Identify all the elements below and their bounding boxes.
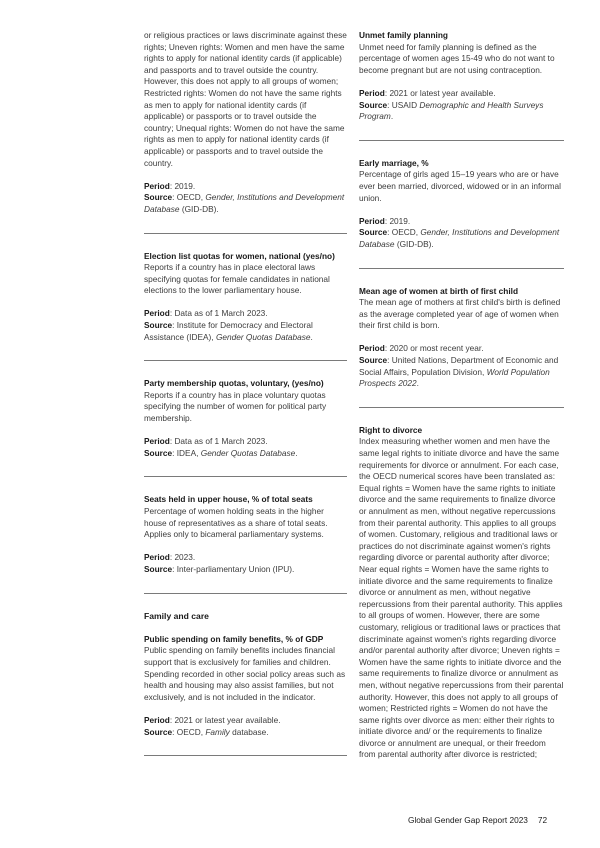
divider bbox=[359, 140, 564, 141]
marriage-source: Source: OECD, Gender, Institutions and Development Database (GID-DB). bbox=[359, 227, 560, 249]
seats-period: Period: 2023. bbox=[144, 552, 196, 563]
divider bbox=[144, 233, 347, 234]
spending-title: Public spending on family benefits, % of GDP bbox=[144, 633, 324, 644]
party-title: Party membership quotas, voluntary, (yes/no) bbox=[144, 378, 324, 389]
election-desc: Reports if a country has in place electoral laws specifying quotas for female candidates in national elections to the lower parliamentary house. bbox=[144, 262, 330, 296]
page-footer bbox=[408, 815, 568, 825]
page-number: 72 bbox=[537, 815, 548, 825]
mean-age-source: Source: United Nations, Department of Economic and Social Affairs, Population Division, World Population Prospects 2022. bbox=[359, 355, 559, 389]
marriage-period: Period: 2019. bbox=[359, 215, 411, 226]
divorce-title: Right to divorce bbox=[359, 424, 423, 435]
unmet-source: Source: USAID Demographic and Health Surveys Program. bbox=[359, 99, 544, 122]
marriage-title: Early marriage, % bbox=[359, 157, 429, 168]
spending-source: Source: OECD, Family database. bbox=[144, 726, 269, 737]
intro-text: or religious practices or laws discriminate against these rights; Uneven rights: Women and men have the same rights to apply for national identity cards (if applicable) and passports and to travel outside the country. However, this does not apply to all groups of women; Restricted rights: Women do not have the same rights as men to apply for national identity cards (if applicable) or passports or to travel outside the country; Unequal rights: Women do not have the same rights as men to apply for national identity cards (if applicable) or passports and to travel outside the country. bbox=[144, 30, 347, 168]
divider bbox=[144, 476, 347, 477]
seats-title: Seats held in upper house, % of total seats bbox=[144, 494, 313, 505]
divider bbox=[359, 268, 564, 269]
election-period: Period: Data as of 1 March 2023. bbox=[144, 308, 268, 319]
divider bbox=[144, 755, 347, 756]
family-heading: Family and care bbox=[144, 610, 209, 621]
spending-period: Period: 2021 or latest year available. bbox=[144, 714, 281, 725]
right-column bbox=[359, 30, 564, 761]
election-source: Source: Institute for Democracy and Electoral Assistance (IDEA), Gender Quotas Database. bbox=[144, 320, 313, 342]
unmet-period: Period: 2021 or latest year available. bbox=[359, 87, 496, 98]
seats-source: Source: Inter-parliamentary Union (IPU). bbox=[144, 563, 295, 574]
intro-source: Source: OECD, Gender, Institutions and Development Database (GID-DB). bbox=[144, 192, 345, 214]
divider bbox=[359, 407, 564, 408]
report-title: Global Gender Gap Report 2023 bbox=[408, 815, 528, 825]
divider bbox=[144, 360, 347, 361]
divider bbox=[144, 593, 347, 594]
election-title: Election list quotas for women, national (yes/no) bbox=[144, 250, 335, 261]
left-column bbox=[144, 30, 347, 773]
marriage-desc: Percentage of girls aged 15–19 years who are or have ever been married, divorced, widowed or in an informal union. bbox=[359, 169, 561, 203]
party-period: Period: Data as of 1 March 2023. bbox=[144, 436, 268, 447]
unmet-title: Unmet family planning bbox=[359, 30, 448, 40]
mean-age-period: Period: 2020 or most recent year. bbox=[359, 343, 484, 354]
party-source: Source: IDEA, Gender Quotas Database. bbox=[144, 447, 298, 458]
mean-age-desc: The mean age of mothers at first child's birth is defined as the average completed year of age of women when their first child is born. bbox=[359, 297, 561, 331]
mean-age-title: Mean age of women at birth of first child bbox=[359, 285, 519, 296]
intro-period: Period: 2019. bbox=[144, 180, 196, 191]
spending-desc: Public spending on family benefits includes financial support that is exclusively for families and children. Spending recorded in other social policy areas such as health and housing may also assist families, but not exclusively, and is not included in the indicator. bbox=[144, 645, 346, 702]
seats-desc: Percentage of women holding seats in the higher house of representatives as a share of total seats. Applies only to bicameral parliamentary systems. bbox=[144, 506, 328, 540]
unmet-desc: Unmet need for family planning is defined as the percentage of women ages 15-49 who do not want to become pregnant but are not using contraception. bbox=[359, 41, 555, 75]
party-desc: Reports if a country has in place voluntary quotas specifying the number of women for political party membership. bbox=[144, 389, 327, 424]
divorce-desc: Index measuring whether women and men have the same legal rights to initiate divorce and have the same requirements for divorce or annulment. For each case, the OECD numerical scores have been translated as: Equal rights = Women have the same rights to initiate divorce and the same requirements to finalize divorce or annulment as men, without negative repercussions from their parental authority. This applies to all groups of women. Customary, religious and traditional laws or practices do not discriminate against women's rights regarding divorce or parental authority after divorce; Near equal rights = Women have the same rights to initiate divorce and the same requirements to finalize divorce or annulment as men, without negative repercussions from their parental authority. This applies to all groups of women. However, there are some customary, religious or traditional laws or practices that discriminate against women's rights regarding divorce and/or parental authority after divorce; Uneven rights = Women have the same rights to initiate divorce and the same requirements to finalize divorce or annulment as men, without negative repercussions from their parental authority. However, this does not apply to all groups of women; Restricted rights = Women do not have the same rights over divorce as men: either their rights to initiate divorce and/ or the requirements to finalize divorce or annulment are unequal, or their freedom from parental authority after divorce is restricted; bbox=[359, 436, 564, 760]
